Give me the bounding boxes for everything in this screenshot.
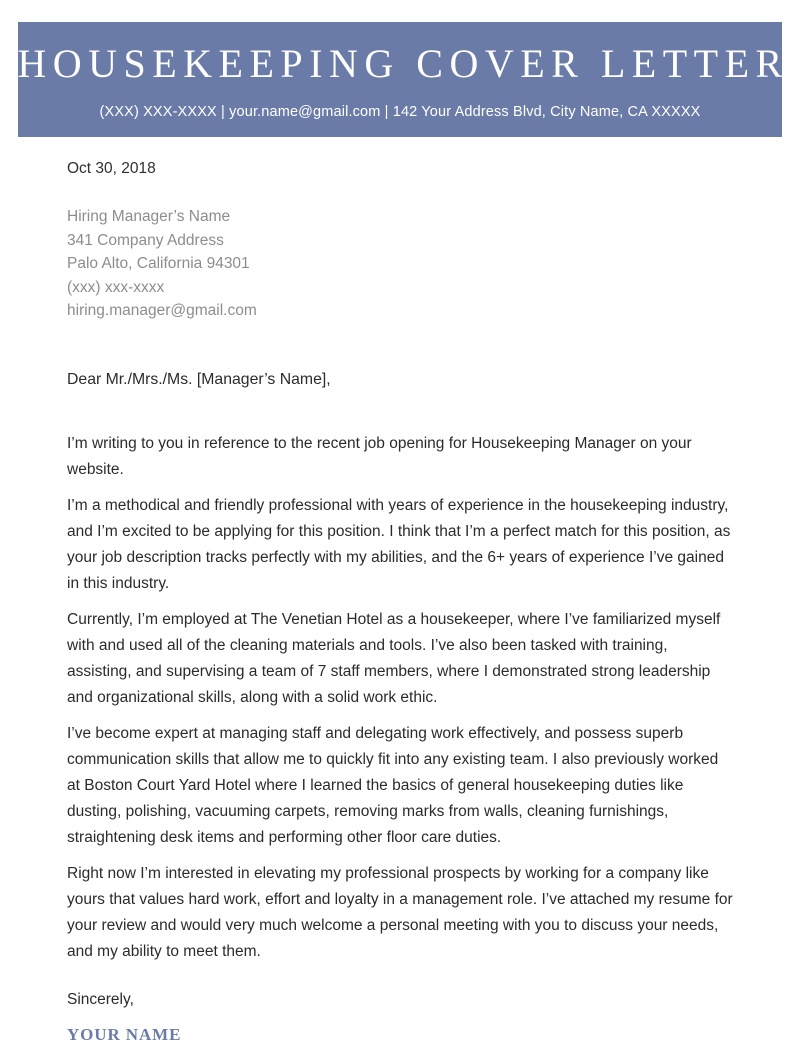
recipient-line: Hiring Manager’s Name — [67, 208, 231, 225]
salutation: Dear Mr./Mrs./Ms. [Manager’s Name], — [67, 370, 331, 388]
body-paragraph: Currently, I’m employed at The Venetian Hotel as a housekeeper, where I’ve familiarized myself with and used all of the cleaning materials and tools. I’ve also been tasked with training, assisting, and supervising a team of 7 staff members, where I demonstrated strong leadership and organizational skills, along with a solid work ethic. — [67, 610, 721, 706]
recipient-line: 341 Company Address — [67, 231, 224, 249]
signature-name: YOUR NAME — [67, 1024, 182, 1044]
body-paragraphs — [67, 431, 735, 965]
body-paragraph: I’ve become expert at managing staff and delegating work effectively, and possess superb communication skills that allow me to quickly fit into any existing team. I also previously worked at Boston Court Yard Hotel where I learned the basics of general housekeeping duties like dusting, polishing, vacuuming carpets, removing marks from walls, cleaning furnishings, straightening desk items and performing other floor care duties. — [67, 724, 719, 846]
body-paragraph: Right now I’m interested in elevating my professional prospects by working for a company like yours that values hard work, effort and loyalty in a management role. I’ve attached my resume for your review and would very much welcome a personal meeting with you to discuss your needs, and my ability to meet them. — [67, 864, 733, 960]
recipient-line: Palo Alto, California 94301 — [67, 255, 250, 272]
letter-date: Oct 30, 2018 — [67, 160, 156, 177]
body-paragraph: I’m a methodical and friendly professional with years of experience in the housekeeping industry, and I’m excited to be applying for this position. I think that I’m a perfect match for this position, as your job description tracks perfectly with my abilities, and the 6+ years of experience I’ve gained in this industry. — [67, 496, 731, 592]
header-band — [17, 22, 789, 137]
body-paragraph: I’m writing to you in reference to the recent job opening for Housekeeping Manager on your website. — [67, 434, 692, 478]
recipient-address-block — [67, 205, 735, 323]
page-title: HOUSEKEEPING COVER LETTER — [17, 41, 789, 86]
closing-salutation: Sincerely, — [67, 990, 134, 1008]
recipient-line: (xxx) xxx-xxxx — [67, 278, 165, 296]
letter-body — [67, 158, 735, 1046]
header-contact-line: (XXX) XXX-XXXX | your.name@gmail.com | 142 Your Address Blvd, City Name, CA XXXXX — [99, 104, 701, 120]
recipient-line: hiring.manager@gmail.com — [67, 302, 257, 319]
